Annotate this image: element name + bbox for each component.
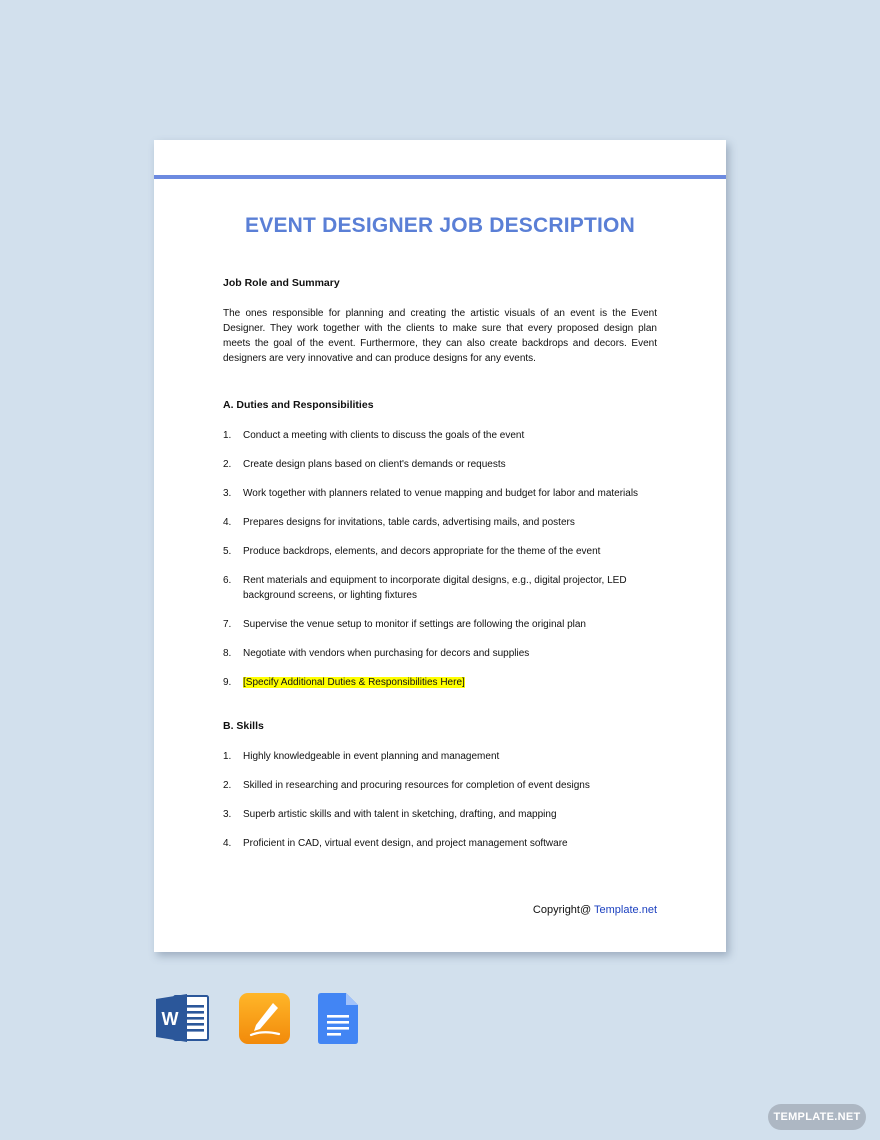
watermark-badge: TEMPLATE.NET — [768, 1104, 866, 1130]
copyright — [533, 904, 657, 916]
google-docs-icon[interactable] — [318, 993, 358, 1049]
item-text: Highly knowledgeable in event planning and management — [243, 751, 500, 762]
item-text: Rent materials and equipment to incorporate digital designs, e.g., digital projector, LED background screens, or lighting fixtures — [243, 575, 627, 601]
list-item — [223, 486, 657, 501]
item-text: Create design plans based on client's demands or requests — [243, 459, 506, 470]
item-number: 9. — [223, 677, 232, 688]
item-text: Negotiate with vendors when purchasing for decors and supplies — [243, 648, 530, 659]
list-item — [223, 749, 657, 764]
item-number: 4. — [223, 517, 232, 528]
duties-heading: A. Duties and Responsibilities — [223, 399, 374, 411]
microsoft-word-icon[interactable] — [156, 993, 210, 1048]
list-item — [223, 675, 657, 690]
summary-heading: Job Role and Summary — [223, 277, 340, 289]
list-item — [223, 515, 657, 530]
item-number: 6. — [223, 575, 232, 586]
list-item — [223, 544, 657, 559]
item-number: 2. — [223, 780, 232, 791]
document-body — [223, 276, 657, 851]
list-item — [223, 457, 657, 472]
list-item — [223, 428, 657, 443]
list-item — [223, 646, 657, 661]
apple-pages-icon[interactable] — [239, 993, 290, 1049]
skills-heading: B. Skills — [223, 720, 264, 732]
word-letter: W — [161, 1009, 179, 1029]
list-item — [223, 778, 657, 793]
placeholder-highlight: [Specify Additional Duties & Responsibilities Here] — [243, 677, 465, 688]
item-number: 4. — [223, 838, 232, 849]
document-page — [154, 140, 726, 952]
copyright-link[interactable]: Template.net — [594, 904, 657, 916]
list-item — [223, 617, 657, 632]
list-item — [223, 573, 657, 603]
copyright-prefix: Copyright@ — [532, 904, 595, 916]
document-title: EVENT DESIGNER JOB DESCRIPTION — [245, 214, 635, 237]
item-number: 7. — [223, 619, 232, 630]
item-text: Supervise the venue setup to monitor if settings are following the original plan — [243, 619, 586, 630]
item-text: Superb artistic skills and with talent in sketching, drafting, and mapping — [243, 809, 557, 820]
item-number: 1. — [223, 751, 232, 762]
item-text: Skilled in researching and procuring resources for completion of event designs — [243, 780, 590, 791]
item-text: Produce backdrops, elements, and decors appropriate for the theme of the event — [243, 546, 601, 557]
item-text: Prepares designs for invitations, table cards, advertising mails, and posters — [243, 517, 575, 528]
item-number: 2. — [223, 459, 232, 470]
skills-list — [223, 749, 657, 851]
duties-list — [223, 428, 657, 690]
item-number: 3. — [223, 488, 232, 499]
item-number: 3. — [223, 809, 232, 820]
list-item — [223, 807, 657, 822]
item-number: 5. — [223, 546, 232, 557]
item-number: 8. — [223, 648, 232, 659]
item-number: 1. — [223, 430, 232, 441]
summary-text: The ones responsible for planning and creating the artistic visuals of an event is the Event Designer. They work together with the clients to make sure that every proposed design plan meets the goal of the event. Furthermore, they can also create backdrops and decors. Event designers are very innovative and can produce designs for any events. — [223, 308, 657, 364]
item-text: Conduct a meeting with clients to discuss the goals of the event — [243, 430, 525, 441]
header-rule — [154, 175, 726, 179]
item-text: Work together with planners related to venue mapping and budget for labor and materials — [243, 488, 639, 499]
list-item — [223, 836, 657, 851]
item-text: Proficient in CAD, virtual event design, and project management software — [243, 838, 568, 849]
